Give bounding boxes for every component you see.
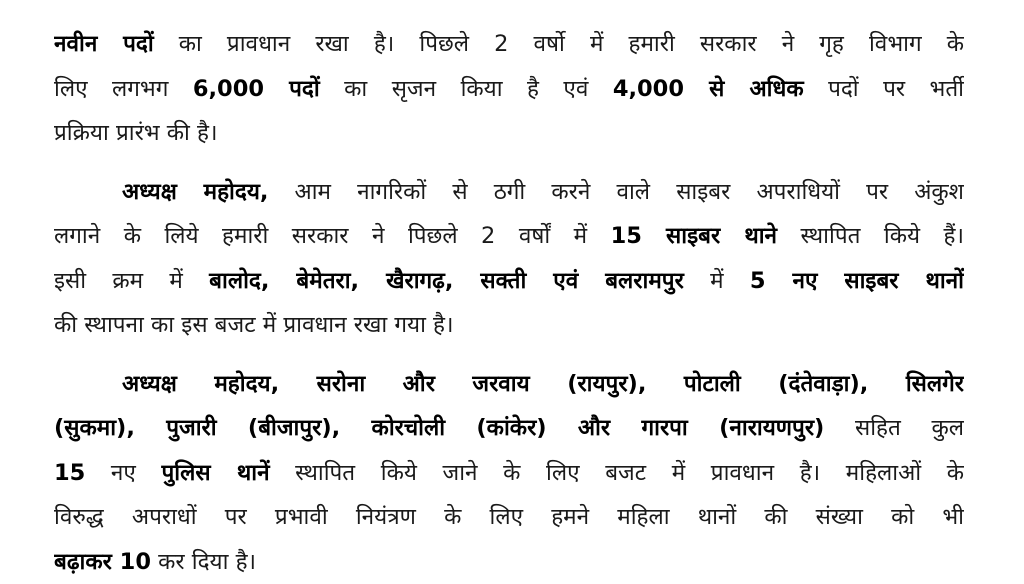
text-line: [54, 495, 964, 540]
document-page: [54, 22, 964, 584]
text-line: [54, 362, 964, 407]
text-run: की स्थापना का इस बजट में प्रावधान रखा गया है।: [54, 312, 454, 338]
bold-phrase: 5 नए साइबर थानों: [750, 268, 964, 294]
paragraph-cyber-police: [54, 170, 964, 348]
text-run: पदों पर भर्ती: [804, 76, 964, 102]
text-line: [54, 22, 964, 67]
paragraph-police-stations: [54, 362, 964, 584]
text-run: इसी क्रम में: [54, 268, 209, 294]
bold-phrase: 4,000 से अधिक: [613, 76, 804, 102]
text-run: लगाने के लिये हमारी सरकार ने पिछले 2 वर्षों में: [54, 223, 611, 249]
text-line: [54, 214, 964, 259]
bold-phrase: बढ़ाकर 10: [54, 549, 151, 575]
bold-phrase: अध्यक्ष महोदय,: [122, 179, 268, 205]
bold-phrase: बालोद, बेमेतरा, खैरागढ़, सक्ती एवं बलरामपुर: [209, 268, 684, 294]
text-line: [54, 303, 964, 348]
bold-phrase: 15 साइबर थाने: [611, 223, 777, 249]
bold-phrase: 6,000 पदों: [193, 76, 320, 102]
text-line: [54, 451, 964, 496]
text-run: का सृजन किया है एवं: [320, 76, 613, 102]
bold-phrase: अध्यक्ष महोदय, सरोना और जरवाय (रायपुर), पोटाली (दंतेवाड़ा), सिलगेर: [122, 371, 964, 397]
text-run: लिए लगभग: [54, 76, 193, 102]
text-run: में: [684, 268, 750, 294]
text-run: स्थापित किये जाने के लिए बजट में प्रावधान है। महिलाओं के: [270, 460, 964, 486]
bold-phrase: नवीन पदों: [54, 31, 154, 57]
bold-phrase: (सुकमा), पुजारी (बीजापुर), कोरचोली (कांकेर) और गारपा (नारायणपुर): [54, 415, 824, 441]
text-run: स्थापित किये हैं।: [777, 223, 964, 249]
text-run: कर दिया है।: [151, 549, 256, 575]
text-line: [54, 111, 964, 156]
bold-phrase: पुलिस थानें: [161, 460, 269, 486]
paragraph-spacer: [54, 156, 964, 170]
text-line: [54, 170, 964, 215]
text-run: सहित कुल: [824, 415, 964, 441]
text-run: प्रक्रिया प्रारंभ की है।: [54, 120, 217, 146]
paragraph-spacer: [54, 348, 964, 362]
text-run: का प्रावधान रखा है। पिछले 2 वर्षो में हमारी सरकार ने गृह विभाग के: [154, 31, 964, 57]
text-line: [54, 540, 964, 584]
text-line: [54, 406, 964, 451]
text-run: नए: [85, 460, 161, 486]
paragraph-posts: [54, 22, 964, 156]
bold-phrase: 15: [54, 460, 85, 486]
text-run: आम नागरिकों से ठगी करने वाले साइबर अपराधियों पर अंकुश: [268, 179, 964, 205]
text-line: [54, 67, 964, 112]
text-run: विरुद्ध अपराधों पर प्रभावी नियंत्रण के लिए हमने महिला थानों की संख्या को भी: [54, 504, 964, 530]
text-line: [54, 259, 964, 304]
